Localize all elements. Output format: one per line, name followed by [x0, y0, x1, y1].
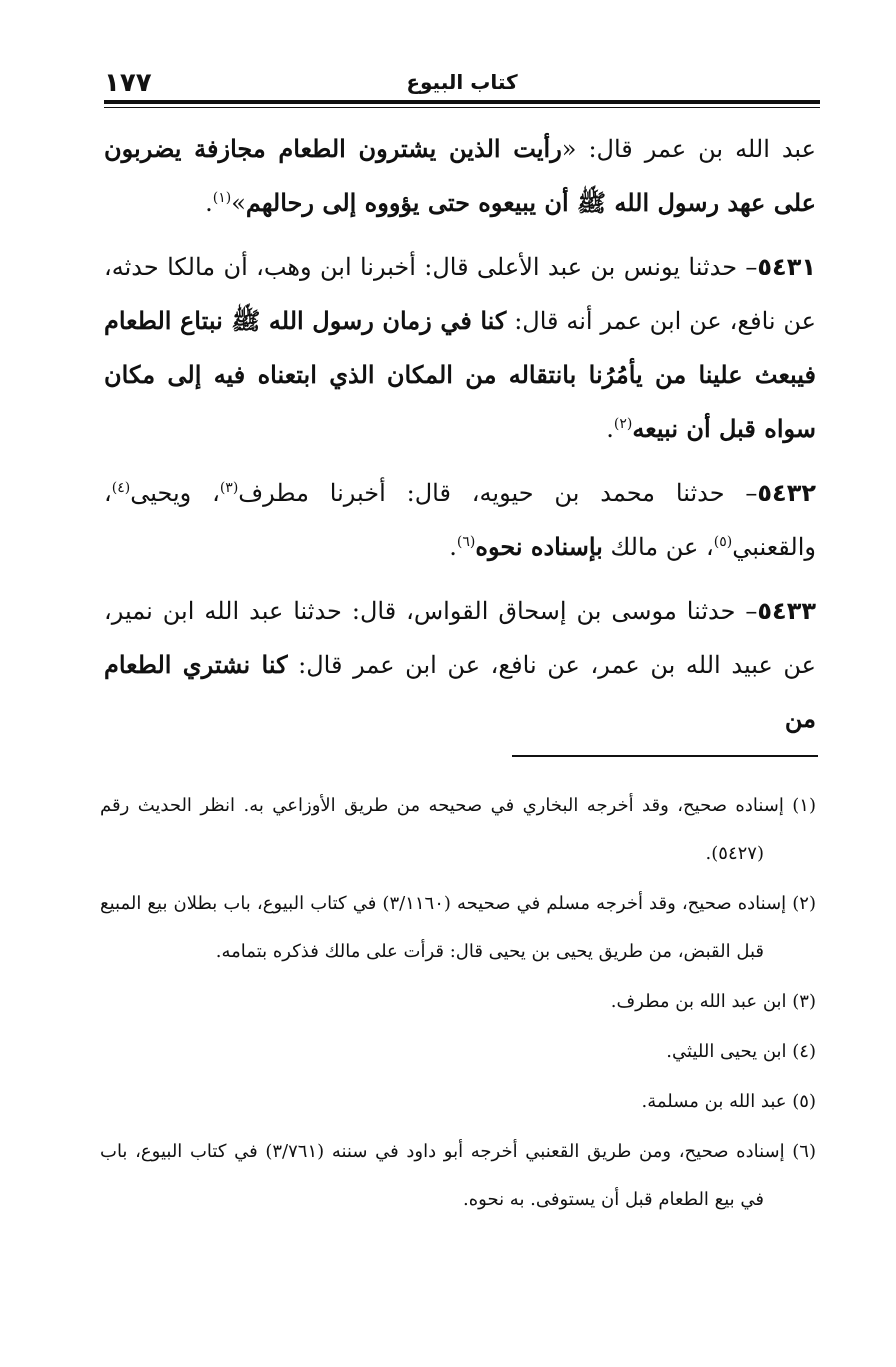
footnote-4: (٤) ابن يحيى الليثي. — [666, 1041, 816, 1062]
footnote-6: (٦) إسناده صحيح، ومن طريق القعنبي أخرجه أبو داود في سننه (٣/٧٦١) في كتاب البيوع، باب في بيع الطعام قبل أن يستوفى. به نحوه. — [100, 1141, 816, 1210]
hadith-number: ٥٤٣١ — [757, 253, 816, 281]
chapter-title: كتاب البيوع — [406, 70, 518, 94]
page-number: ١٧٧ — [104, 68, 152, 98]
hadith-quote: بإسناده نحوه — [475, 532, 603, 561]
text-run: ، ويحيى — [130, 479, 220, 507]
hadith-quote: كنا نشتري الطعام من — [104, 650, 816, 733]
isnad-text: – حدثنا محمد بن حيويه، قال: أخبرنا مطرف — [238, 479, 758, 507]
hadith-number: ٥٤٣٣ — [757, 597, 816, 625]
hadith-5431 — [104, 240, 816, 456]
paragraph-1 — [104, 122, 816, 230]
text-run: . — [449, 533, 457, 561]
text-run: ، عن مالك — [602, 533, 714, 561]
footnote-separator — [512, 755, 818, 757]
isnad-text: – حدثنا موسى بن إسحاق القواس، قال: حدثنا عبد الله ابن نمير، عن عبيد الله بن عمر، عن نافع، عن ابن عمر قال: — [104, 597, 816, 679]
text-run: ، والقعنبي — [104, 479, 816, 561]
hadith-5433 — [104, 584, 816, 746]
isnad-text: – حدثنا يونس بن عبد الأعلى قال: أخبرنا ابن وهب، أن مالكا حدثه، عن نافع، عن ابن عمر أنه قال: — [104, 253, 816, 335]
footnote-ref: (٥) — [713, 534, 733, 550]
footnote-5: (٥) عبد الله بن مسلمة. — [641, 1091, 816, 1112]
page-header — [104, 68, 820, 104]
footnote-ref: (٢) — [613, 416, 633, 432]
footnote-3: (٣) ابن عبد الله بن مطرف. — [610, 991, 816, 1012]
hadith-quote: رأيت الذين يشترون الطعام مجازفة يضربون على عهد رسول الله ﷺ أن يبيعوه حتى يؤووه إلى رحالهم — [104, 134, 816, 217]
text-run: عبد الله بن عمر قال: « — [561, 135, 816, 163]
footnote-ref: (١) — [212, 190, 232, 206]
hadith-quote: كنا في زمان رسول الله ﷺ نبتاع الطعام فيبعث علينا من يأمُرُنا بانتقاله من المكان الذي ابتعناه فيه إلى مكان سواه قبل أن نبيعه — [104, 306, 816, 443]
text-run: . — [606, 415, 614, 443]
footnote-ref: (٦) — [456, 534, 476, 550]
text-run: . — [205, 189, 213, 217]
header-rule-thin — [104, 107, 820, 108]
hadith-number: ٥٤٣٢ — [757, 479, 816, 507]
hadith-5432 — [104, 466, 816, 574]
main-text — [104, 122, 816, 756]
footnote-2: (٢) إسناده صحيح، وقد أخرجه مسلم في صحيحه (٣/١١٦٠) في كتاب البيوع، باب بطلان بيع المبيع قبل القبض، من طريق يحيى بن يحيى قال: قرأت على مالك فذكره بتمامه. — [100, 893, 816, 962]
footnotes — [100, 782, 816, 1226]
header-rule-thick — [104, 100, 820, 104]
footnote-ref: (٤) — [111, 480, 131, 496]
text-run: » — [231, 189, 246, 217]
footnote-ref: (٣) — [219, 480, 239, 496]
footnote-1: (١) إسناده صحيح، وقد أخرجه البخاري في صحيحه من طريق الأوزاعي به. انظر الحديث رقم (٥٤٢٧). — [100, 795, 816, 864]
